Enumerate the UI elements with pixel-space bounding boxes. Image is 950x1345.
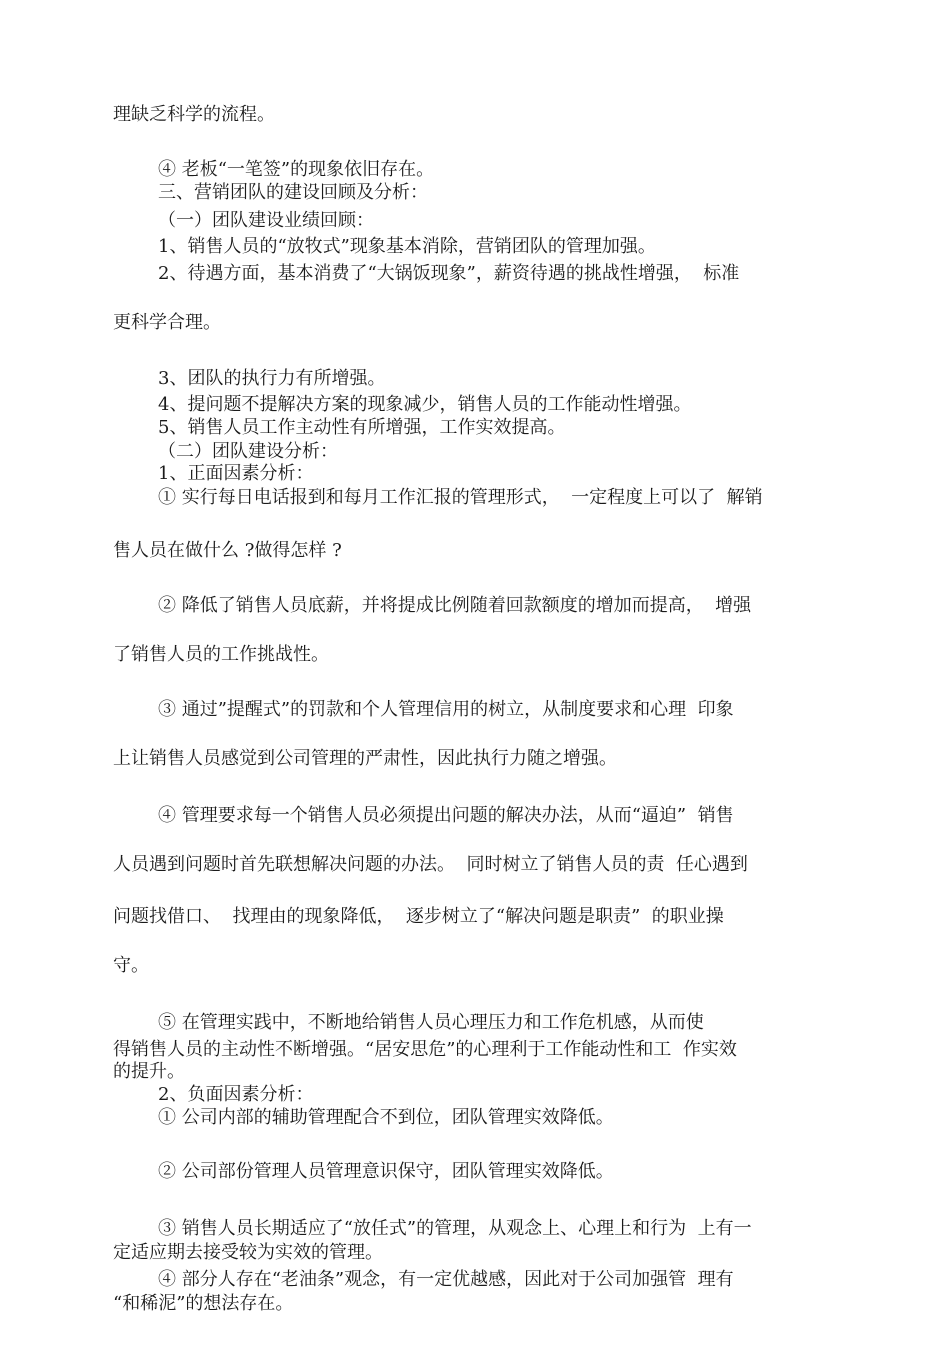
text-line: ④ 部分人存在“老油条”观念，有一定优越感，因此对于公司加强管 理有 bbox=[158, 1269, 734, 1290]
text-line: ③ 通过”提醒式”的罚款和个人管理信用的树立，从制度要求和心理 印象 bbox=[158, 699, 734, 720]
text-line: 问题找借口、 找理由的现象降低， 逐步树立了“解决问题是职责” 的职业操 bbox=[113, 906, 724, 927]
text-line: 5、销售人员工作主动性有所增强，工作实效提高。 bbox=[158, 417, 566, 438]
text-line: ① 公司内部的辅助管理配合不到位，团队管理实效降低。 bbox=[158, 1107, 614, 1128]
text-line: 2、待遇方面，基本消费了“大锅饭现象”，薪资待遇的挑战性增强， 标准 bbox=[158, 263, 740, 284]
subsection-heading: （二）团队建设分析： bbox=[158, 441, 338, 462]
text-line: 守。 bbox=[113, 955, 149, 976]
text-line: ① 实行每日电话报到和每月工作汇报的管理形式， 一定程度上可以了 解销 bbox=[158, 487, 763, 508]
text-line: “和稀泥”的想法存在。 bbox=[113, 1293, 294, 1314]
text-line: 定适应期去接受较为实效的管理。 bbox=[113, 1242, 383, 1263]
text-line: 售人员在做什么 ?做得怎样 ? bbox=[113, 540, 342, 561]
text-line: ④ 管理要求每一个销售人员必须提出问题的解决办法，从而“逼迫” 销售 bbox=[158, 805, 734, 826]
text-line: 人员遇到问题时首先联想解决问题的办法。 同时树立了销售人员的责 任心遇到 bbox=[113, 854, 748, 875]
section-heading: 三、营销团队的建设回顾及分析： bbox=[158, 182, 428, 203]
text-line: 上让销售人员感觉到公司管理的严肃性，因此执行力随之增强。 bbox=[113, 748, 617, 769]
text-line: ② 公司部份管理人员管理意识保守，团队管理实效降低。 bbox=[158, 1161, 614, 1182]
text-line: 得销售人员的主动性不断增强。“居安思危”的心理利于工作能动性和工 作实效 bbox=[113, 1039, 737, 1060]
text-line: 1、正面因素分析： bbox=[158, 463, 314, 484]
text-line: 的提升。 bbox=[113, 1061, 185, 1082]
text-line: ③ 销售人员长期适应了“放任式”的管理，从观念上、心理上和行为 上有一 bbox=[158, 1218, 752, 1239]
text-line: 2、负面因素分析： bbox=[158, 1084, 314, 1105]
text-line: ④ 老板“一笔签”的现象依旧存在。 bbox=[158, 159, 435, 180]
text-line: 3、团队的执行力有所增强。 bbox=[158, 368, 386, 389]
text-line: 4、提问题不提解决方案的现象减少，销售人员的工作能动性增强。 bbox=[158, 394, 692, 415]
text-line: 了销售人员的工作挑战性。 bbox=[113, 644, 329, 665]
subsection-heading: （一）团队建设业绩回顾： bbox=[158, 210, 374, 231]
text-line: ⑤ 在管理实践中，不断地给销售人员心理压力和工作危机感，从而使 bbox=[158, 1012, 704, 1033]
text-line: 理缺乏科学的流程。 bbox=[113, 104, 275, 125]
text-line: 1、销售人员的“放牧式”现象基本消除，营销团队的管理加强。 bbox=[158, 236, 656, 257]
text-line: 更科学合理。 bbox=[113, 312, 221, 333]
text-line: ② 降低了销售人员底薪，并将提成比例随着回款额度的增加而提高， 增强 bbox=[158, 595, 752, 616]
